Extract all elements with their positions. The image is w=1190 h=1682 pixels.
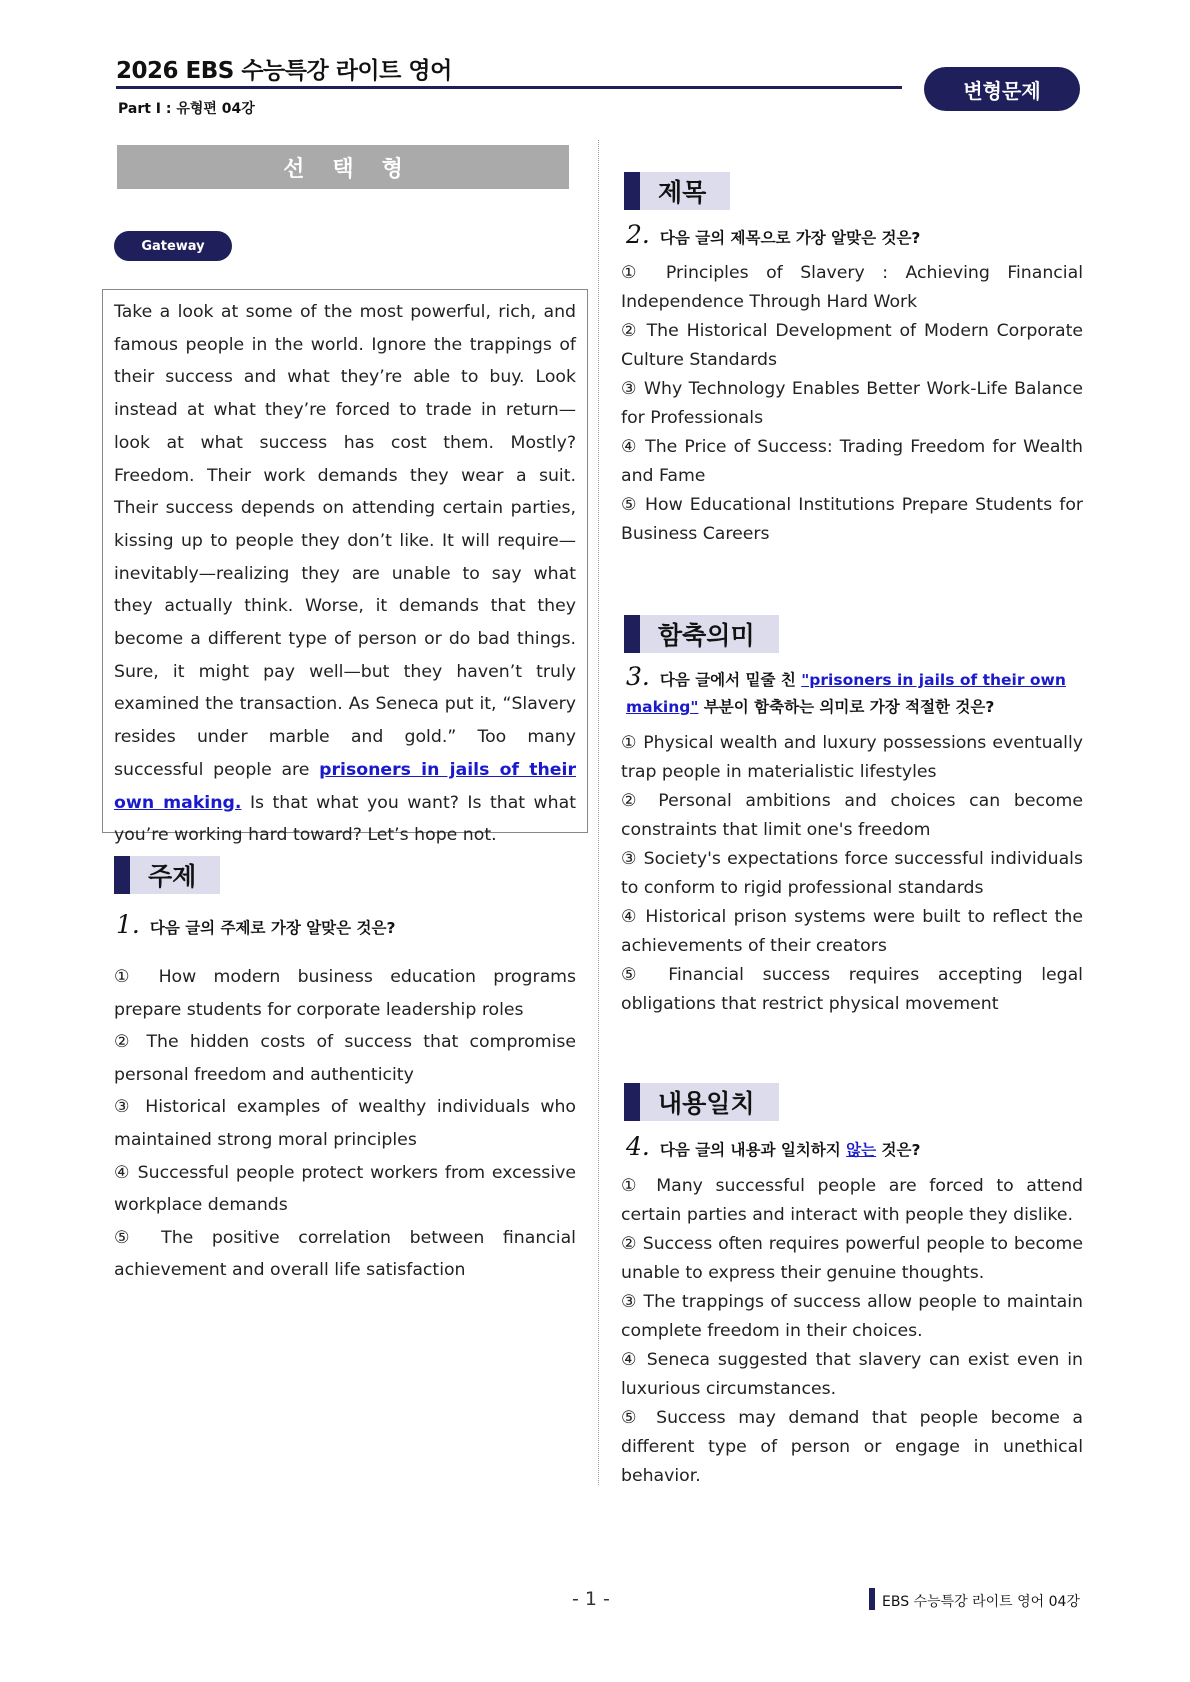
question-text-end: 것은? xyxy=(876,1141,921,1159)
variant-badge: 변형문제 xyxy=(924,67,1080,111)
question-4 xyxy=(626,1132,920,1161)
options-list-2 xyxy=(621,259,1083,549)
question-text-end: 부분이 함축하는 의미로 가장 적절한 것은? xyxy=(698,698,995,716)
selection-banner: 선택형 xyxy=(117,145,569,189)
question-3 xyxy=(626,663,1090,721)
section-marker xyxy=(114,856,130,894)
footer-label: EBS 수능특강 라이트 영어 04강 xyxy=(882,1594,1080,1610)
option[interactable]: ① Principles of Slavery : Achieving Financial Independence Through Hard Work xyxy=(621,263,1083,312)
option[interactable]: ④ Historical prison systems were built to reflect the achievements of their creators xyxy=(621,907,1083,956)
section-label: 제목 xyxy=(640,172,730,210)
document-title: 2026 EBS 수능특강 라이트 영어 xyxy=(116,58,452,84)
option[interactable]: ④ Successful people protect workers from excessive workplace demands xyxy=(114,1162,576,1216)
question-2 xyxy=(626,220,920,249)
question-text: 다음 글의 제목으로 가장 알맞은 것은? xyxy=(659,229,921,247)
option[interactable]: ⑤ Financial success requires accepting legal obligations that restrict physical movement xyxy=(621,965,1083,1014)
option[interactable]: ⑤ How Educational Institutions Prepare Students for Business Careers xyxy=(621,495,1083,544)
question-number: 1. xyxy=(116,910,140,939)
option[interactable]: ③ Society's expectations force successful individuals to conform to rigid professional standards xyxy=(621,849,1083,898)
question-text: 다음 글에서 밑줄 친 xyxy=(659,671,802,689)
option[interactable]: ② Success often requires powerful people to become unable to express their genuine thoughts. xyxy=(621,1234,1083,1283)
option[interactable]: ③ Why Technology Enables Better Work-Life Balance for Professionals xyxy=(621,379,1083,428)
section-marker xyxy=(624,615,640,653)
option[interactable]: ② The hidden costs of success that compromise personal freedom and authenticity xyxy=(114,1032,576,1085)
question-text: 다음 글의 주제로 가장 알맞은 것은? xyxy=(149,919,396,937)
option[interactable]: ⑤ The positive correlation between financial achievement and overall life satisfaction xyxy=(114,1227,576,1281)
passage-text: Take a look at some of the most powerful, rich, and famous people in the world. Ignore the trappings of their success and what they’re able to buy. Look instead at what they’re forced to trade in return—look at what success has cost them. Mostly? Freedom. Their work demands they wear a suit. Their success depends on attending certain parties, kissing up to people they don’t like. It will require—inevitably—realizing they are unable to say what they actually think. Worse, it demands that they become a different type of person or do bad things. Sure, it might pay well—but they haven’t truly examined the transaction. As Seneca put it, “Slavery resides under marble and gold.” Too many successful people are xyxy=(114,302,576,780)
section-label: 주제 xyxy=(130,856,220,894)
option[interactable]: ④ Seneca suggested that slavery can exist even in luxurious circumstances. xyxy=(621,1350,1083,1399)
question-number: 3. xyxy=(626,662,650,691)
option[interactable]: ⑤ Success may demand that people become a different type of person or engage in unethical behavior. xyxy=(621,1408,1083,1486)
gateway-badge: Gateway xyxy=(114,231,232,261)
underlined-phrase: prisoners in jails of their own making. xyxy=(114,759,576,813)
question-number: 4. xyxy=(626,1132,650,1161)
option[interactable]: ① Physical wealth and luxury possessions eventually trap people in materialistic lifestyles xyxy=(621,733,1083,782)
options-list-4 xyxy=(621,1172,1083,1491)
header-rule xyxy=(116,86,902,89)
question-1 xyxy=(116,910,395,939)
unit-subtitle: Part Ⅰ : 유형편 04강 xyxy=(118,101,255,117)
section-header-title xyxy=(624,172,730,210)
option[interactable]: ④ The Price of Success: Trading Freedom for Wealth and Fame xyxy=(621,437,1083,486)
section-header-implication xyxy=(624,615,779,653)
option[interactable]: ③ Historical examples of wealthy individuals who maintained strong moral principles xyxy=(114,1097,576,1150)
option[interactable]: ② Personal ambitions and choices can become constraints that limit one's freedom xyxy=(621,791,1083,840)
option[interactable]: ② The Historical Development of Modern Corporate Culture Standards xyxy=(621,321,1083,370)
section-label: 함축의미 xyxy=(640,615,779,653)
section-marker xyxy=(624,172,640,210)
section-marker xyxy=(624,1083,640,1121)
negation-emphasis: 않는 xyxy=(846,1141,877,1159)
column-divider xyxy=(598,140,599,1485)
options-list-3 xyxy=(621,729,1083,1019)
option[interactable]: ③ The trappings of success allow people to maintain complete freedom in their choices. xyxy=(621,1292,1083,1341)
underlined-phrase-ref: "prisoners in jails of their own making" xyxy=(626,671,1066,716)
page-number: - 1 - xyxy=(572,1588,610,1610)
passage-text-end: Is that what you want? Is that what you’re working hard toward? Let’s hope not. xyxy=(114,792,576,846)
question-text: 다음 글의 내용과 일치하지 xyxy=(659,1141,847,1159)
section-label: 내용일치 xyxy=(640,1083,779,1121)
section-header-topic xyxy=(114,856,220,894)
question-number: 2. xyxy=(626,220,650,249)
option[interactable]: ① How modern business education programs prepare students for corporate leadership roles xyxy=(114,967,576,1020)
option[interactable]: ① Many successful people are forced to attend certain parties and interact with people they dislike. xyxy=(621,1176,1083,1225)
section-header-content-match xyxy=(624,1083,779,1121)
reading-passage xyxy=(102,289,588,846)
options-list-1 xyxy=(114,961,576,1287)
footer-marker xyxy=(869,1588,875,1610)
